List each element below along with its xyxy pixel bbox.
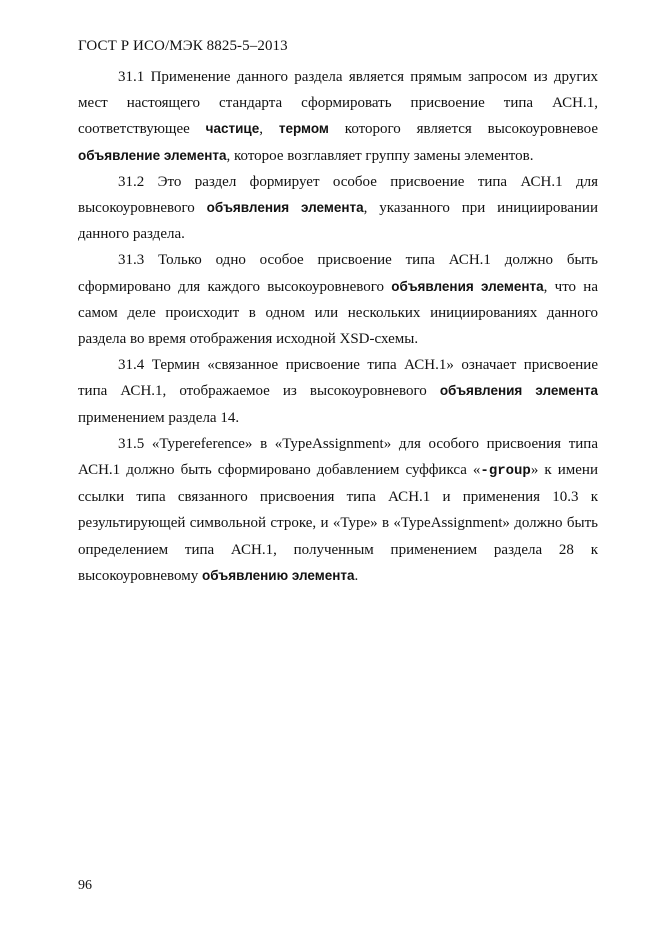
document-body [78,64,598,589]
code-suffix: -group [480,463,531,480]
page-number: 96 [78,878,92,893]
clause-number: 31.4 [118,357,145,374]
clause-number: 31.5 [118,435,145,452]
term-keyword: термом [278,121,329,137]
clause-number: 31.2 [118,173,145,190]
paragraph-text: Применение данного раздела является прямым запросом из других мест настоящего стандарта сформировать присвоение типа АСН.1, соответствующее [78,69,598,138]
term-keyword: объявления элемента [439,383,598,399]
paragraph-text: Только одно особое присвоение типа АСН.1 должно быть сформировано для каждого высокоуровневого [78,252,598,295]
document-header: ГОСТ Р ИСО/МЭК 8825-5–2013 [78,38,288,54]
clause-number: 31.3 [118,252,145,269]
paragraph-31-4 [78,352,598,431]
paragraph-text: , указанного при инициировании данного раздела. [78,200,598,243]
paragraph-31-3 [78,247,598,352]
paragraph-text: Это раздел формирует особое присвоение типа АСН.1 для высокоуровневого [78,173,598,217]
term-keyword: объявление элемента [78,147,227,163]
paragraph-text: которого является высокоуровневое [328,121,599,138]
paragraph-text: «Typereference» в «TypeAssignment» для особого присвоения типа АСН.1 должно быть сформировано добавлением суффикса « [78,435,598,479]
term-keyword: объявления элемента [391,278,544,294]
paragraph-text: , что на самом деле происходит в одном или нескольких инициированиях данного раздела во время отображения исходной XSD-схемы. [78,278,598,348]
paragraph-text: » к имени ссылки типа связанного присвоения типа АСН.1 и применения 10.3 к результирующей символьной строке, и «Type» в «TypeAssignment» должно быть определением типа АСН.1, полученным применением раздела 28 к высокоуровневому [78,462,598,584]
paragraph-31-1 [78,64,598,169]
term-keyword: объявления элемента [206,200,364,216]
clause-number: 31.1 [118,69,145,85]
paragraph-text: , [259,121,279,138]
paragraph-31-5 [78,431,598,589]
paragraph-text: применением раздела 14. [78,409,240,426]
paragraph-text: Термин «связанное присвоение типа АСН.1» означает присвоение типа АСН.1, отображаемое из высокоуровневого [78,357,598,400]
term-keyword: объявлению элемента [201,567,355,583]
paragraph-31-2 [78,169,598,248]
term-keyword: частице [205,121,260,137]
paragraph-text: , которое возглавляет группу замены элементов. [226,147,534,164]
paragraph-text: . [354,567,359,584]
